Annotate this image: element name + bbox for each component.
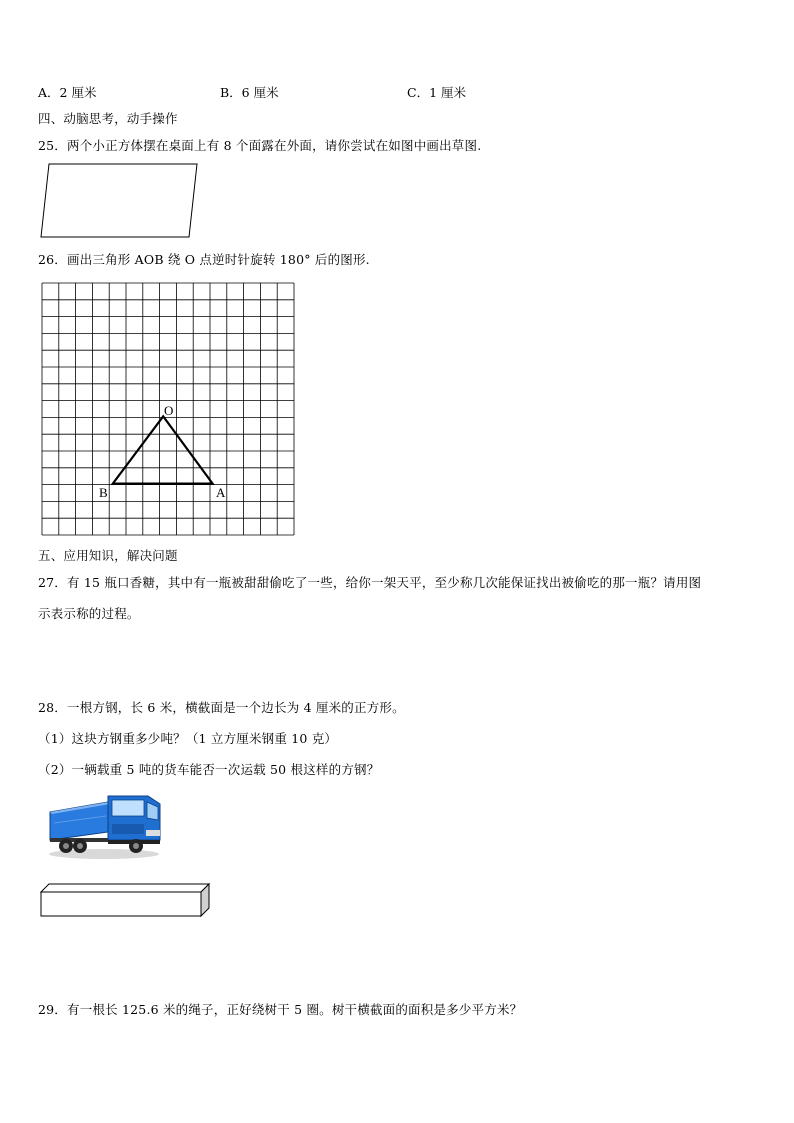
option-a: A．2 厘米 (38, 85, 97, 100)
triangle-aob (113, 416, 213, 483)
section-4-heading: 四、动脑思考，动手操作 (38, 111, 178, 126)
question-28-part-2: （2）一辆载重 5 吨的货车能否一次运载 50 根这样的方钢？ (38, 762, 380, 777)
question-26: 26．画出三角形 AOB 绕 O 点逆时针旋转 180° 后的图形. (38, 252, 370, 267)
question-28-part-1: （1）这块方钢重多少吨？（1 立方厘米钢重 10 克） (38, 731, 338, 746)
label-o: O (164, 403, 174, 418)
question-28: 28．一根方钢，长 6 米，横截面是一个边长为 4 厘米的正方形。 (38, 700, 405, 715)
question-29: 29．有一根长 125.6 米的绳子，正好绕树干 5 圈。树干横截面的面积是多少平方米？ (38, 1002, 523, 1017)
question-27-line-1: 27．有 15 瓶口香糖，其中有一瓶被甜甜偷吃了一些，给你一架天平，至少称几次能保证找出被偷吃的那一瓶？请用图 (38, 575, 702, 590)
option-c: C．1 厘米 (407, 85, 466, 100)
truck-illustration (48, 790, 163, 862)
question-27-line-2: 示表示称的过程。 (38, 606, 140, 621)
grid-figure (40, 282, 296, 536)
section-5-heading: 五、应用知识，解决问题 (38, 548, 178, 563)
parallelogram-figure (38, 162, 200, 240)
option-b: B．6 厘米 (220, 85, 279, 100)
label-a: A (216, 485, 226, 500)
steel-bar-figure (40, 882, 212, 918)
question-25: 25．两个小正方体摆在桌面上有 8 个面露在外面，请你尝试在如图中画出草图. (38, 138, 482, 153)
label-b: B (99, 485, 108, 500)
